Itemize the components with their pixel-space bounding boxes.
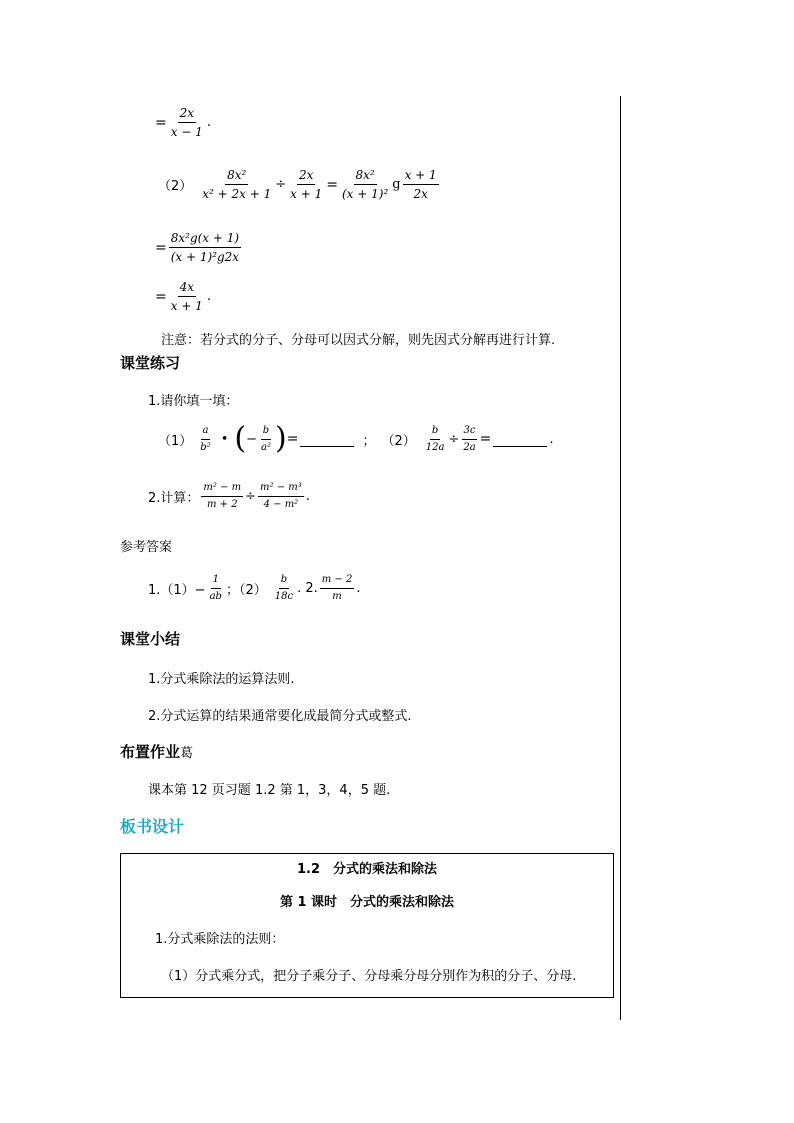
multiply-dot: • [220, 431, 229, 447]
numerator: 8x²g(x + 1) [169, 231, 241, 248]
summary-item: 2.分式运算的结果通常要化成最简分式或整式. [148, 709, 412, 724]
practice-heading: 课堂练习 [120, 354, 181, 372]
numerator: m² − m [201, 482, 243, 497]
homework-heading-line [120, 741, 193, 762]
equals-sign: = [155, 239, 167, 256]
fraction [201, 482, 243, 511]
fraction [461, 425, 477, 454]
numerator: m² − m³ [258, 482, 304, 497]
fraction [208, 574, 224, 603]
item-label: （1） [158, 433, 193, 449]
summary-heading: 课堂小结 [120, 630, 181, 648]
solution-step-1 [155, 106, 211, 139]
fraction [403, 168, 439, 201]
denominator: 12a [425, 441, 445, 453]
denominator: b² [200, 441, 211, 453]
minus-sign: − [246, 431, 257, 447]
board-heading: 板书设计 [120, 817, 185, 836]
denominator: x − 1 [170, 125, 203, 139]
fraction [320, 574, 355, 603]
equals-sign: = [479, 431, 492, 447]
numerator: x + 1 [403, 168, 439, 185]
denominator: m [332, 591, 342, 602]
numerator: m − 2 [320, 574, 355, 589]
question-label: 2.计算： [148, 491, 200, 506]
fraction [288, 168, 324, 201]
board-line: 1.分式乘除法的法则： [155, 932, 285, 947]
board-title: 1.2 分式的乘法和除法 [296, 862, 438, 877]
homework-heading-suffix: 葛 [180, 746, 194, 761]
part-label: （2） [158, 179, 193, 194]
practice-question-2 [148, 482, 310, 511]
numerator: 4x [178, 280, 196, 297]
numerator: b [279, 574, 289, 589]
numerator: 2x [297, 168, 315, 185]
divide-sign: ÷ [448, 431, 460, 447]
fraction [424, 425, 447, 454]
period: . [549, 431, 554, 447]
practice-question-1-items [158, 421, 554, 456]
period: . [356, 581, 361, 596]
solution-part-2 [158, 168, 441, 201]
summary-item: 1.分式乘除法的运算法则. [148, 672, 295, 687]
period: . [305, 489, 310, 504]
solution-step-3 [155, 231, 243, 264]
item-label: （2） [381, 433, 416, 449]
right-paren: ) [274, 421, 287, 456]
fraction [340, 168, 390, 201]
divide-sign: ÷ [245, 489, 257, 504]
fraction [169, 106, 205, 139]
denominator: x + 1 [170, 299, 203, 313]
separator: ； [362, 433, 376, 449]
answers-line [148, 574, 360, 603]
denominator: ab [209, 591, 222, 602]
equals-sign: = [286, 431, 299, 447]
fraction [169, 231, 241, 264]
fraction [200, 168, 273, 201]
page-margin-line [620, 96, 621, 1020]
numerator: a [201, 425, 211, 440]
denominator: (x + 1)²g2x [170, 250, 240, 264]
denominator: a² [261, 441, 271, 453]
fraction [198, 425, 212, 454]
left-paren: ( [234, 421, 247, 456]
denominator: x + 1 [290, 187, 323, 201]
equals-sign: = [326, 176, 338, 193]
answer-label: 1.（1）− [148, 583, 206, 598]
board-design-box [120, 853, 614, 998]
numerator: 8x² [354, 168, 377, 185]
solution-step-4 [155, 280, 211, 313]
divide-sign: ÷ [275, 177, 287, 192]
fraction [258, 482, 304, 511]
fraction [273, 574, 295, 603]
denominator: m + 2 [206, 499, 238, 510]
answer-blank[interactable] [493, 432, 547, 447]
numerator: 8x² [225, 168, 248, 185]
period: . [206, 115, 211, 130]
numerator: b [261, 425, 271, 440]
fraction [259, 425, 273, 454]
numerator: 1 [211, 574, 221, 589]
numerator: 3c [462, 425, 478, 440]
equals-sign: = [155, 114, 167, 131]
answer-blank[interactable] [300, 432, 354, 447]
solution-note: 注意：若分式的分子、分母可以因式分解，则先因式分解再进行计算. [161, 333, 556, 348]
numerator: b [430, 425, 440, 440]
practice-question-1: 1.请你填一填： [148, 394, 239, 409]
board-subtitle: 第 1 课时 分式的乘法和除法 [279, 895, 455, 910]
numerator: 2x [178, 106, 196, 123]
equals-sign: = [155, 288, 167, 305]
answer-label: . 2. [297, 581, 318, 596]
homework-heading: 布置作业 [120, 743, 181, 761]
board-line: （1）分式乘分式，把分子乘分子、分母乘分母分别作为积的分子、分母. [161, 969, 577, 984]
answer-separator: ；（2） [225, 583, 267, 598]
denominator: 18c [274, 591, 294, 602]
fraction [169, 280, 205, 313]
denominator: 2x [413, 187, 428, 201]
homework-text: 课本第 12 页习题 1.2 第 1，3，4，5 题. [148, 783, 391, 798]
denominator: x² + 2x + 1 [202, 187, 272, 201]
denominator: 2a [463, 441, 476, 453]
denominator: (x + 1)² [342, 187, 389, 201]
multiply-sign: g [392, 177, 401, 192]
answers-heading: 参考答案 [120, 540, 173, 555]
period: . [206, 289, 211, 304]
denominator: 4 − m² [263, 499, 299, 510]
